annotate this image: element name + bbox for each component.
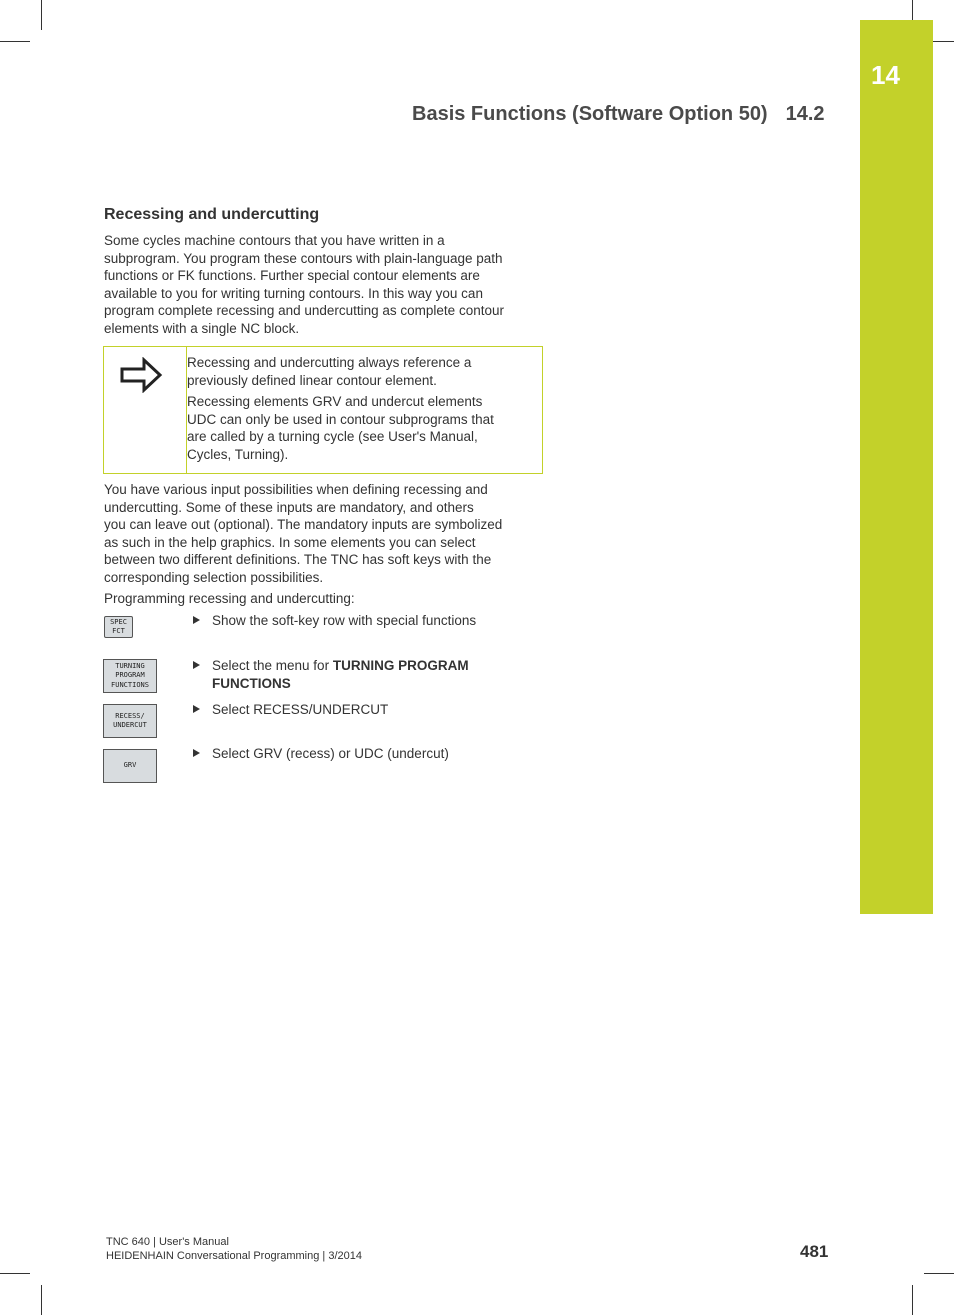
text-line: program complete recessing and undercutting as complete contour [104,303,504,319]
softkey-label: RECESS/ UNDERCUT [113,711,147,729]
text-line: between two different definitions. The TNC has soft keys with the [104,552,492,568]
page-number: 481 [800,1242,829,1261]
text-line: you can leave out (optional). The mandatory inputs are symbolized [104,517,503,533]
crop-mark [0,41,30,42]
procedure-intro: Programming recessing and undercutting: [104,591,355,606]
procedure-step [193,612,523,630]
footer-line: HEIDENHAIN Conversational Programming | 3/2014 [106,1250,362,1262]
triangle-bullet-icon [193,749,200,757]
footer-info [106,1235,362,1263]
note-paragraph [187,393,532,463]
note-paragraph [187,354,532,389]
softkey-label: SPEC FCT [110,617,127,635]
intro-paragraph [104,232,544,338]
text-line: as such in the help graphics. In some elements you can select [104,534,476,550]
procedure-step [193,701,523,719]
crop-mark [912,1285,913,1315]
recess-undercut-softkey[interactable] [103,704,157,738]
footer-line: TNC 640 | User's Manual [106,1236,229,1248]
text-line: Recessing elements GRV and undercut elements [187,394,483,409]
crop-mark [41,1285,42,1315]
text-line: available to you for writing turning contours. In this way you can [104,285,483,301]
grv-softkey[interactable] [103,749,157,783]
triangle-bullet-icon [193,661,200,669]
text-line: are called by a turning cycle (see User's Manual, [187,429,478,445]
crop-mark [0,1273,30,1274]
softkey-label: TURNING PROGRAM FUNCTIONS [111,661,149,689]
body-paragraph [104,481,544,587]
step-text [212,657,523,692]
step-text-bold: FUNCTIONS [212,675,291,691]
running-head-title: Basis Functions (Software Option 50) [412,103,768,125]
procedure-step [193,657,523,692]
triangle-bullet-icon [193,705,200,713]
crop-mark [41,0,42,30]
arrow-right-icon [120,357,164,393]
running-head-section: 14.2 [785,103,825,125]
text-line: corresponding selection possibilities. [104,569,324,585]
text-line: Cycles, Turning). [187,446,289,462]
spec-fct-softkey[interactable] [104,616,133,638]
step-text-bold: TURNING PROGRAM [332,658,469,673]
text-line: Recessing and undercutting always reference a [187,355,472,370]
softkey-label: GRV [123,761,137,770]
chapter-number: 14 [871,60,900,90]
text-line: elements with a single NC block. [104,320,300,336]
note-box [103,346,543,474]
running-head [412,103,825,126]
step-text: Show the soft-key row with special functions [212,613,477,628]
text-line: UDC can only be used in contour subprograms that [187,411,494,427]
text-line: You have various input possibilities when defining recessing and [104,482,488,497]
step-text: Select GRV (recess) or UDC (undercut) [212,746,449,761]
triangle-bullet-icon [193,616,200,624]
turning-program-functions-softkey[interactable] [103,659,157,693]
step-text: Select RECESS/UNDERCUT [212,702,389,717]
section-title: Recessing and undercutting [104,206,320,223]
text-line: functions or FK functions. Further special contour elements are [104,268,480,284]
text-line: previously defined linear contour element. [187,372,437,388]
chapter-tab [860,20,933,914]
procedure-step [193,745,523,763]
crop-mark [924,1273,954,1274]
text-line: subprogram. You program these contours with plain-language path [104,250,503,266]
text-line: undercutting. Some of these inputs are mandatory, and others [104,499,474,515]
text-line: Some cycles machine contours that you have written in a [104,233,445,248]
step-text-prefix: Select the menu for [212,658,333,673]
